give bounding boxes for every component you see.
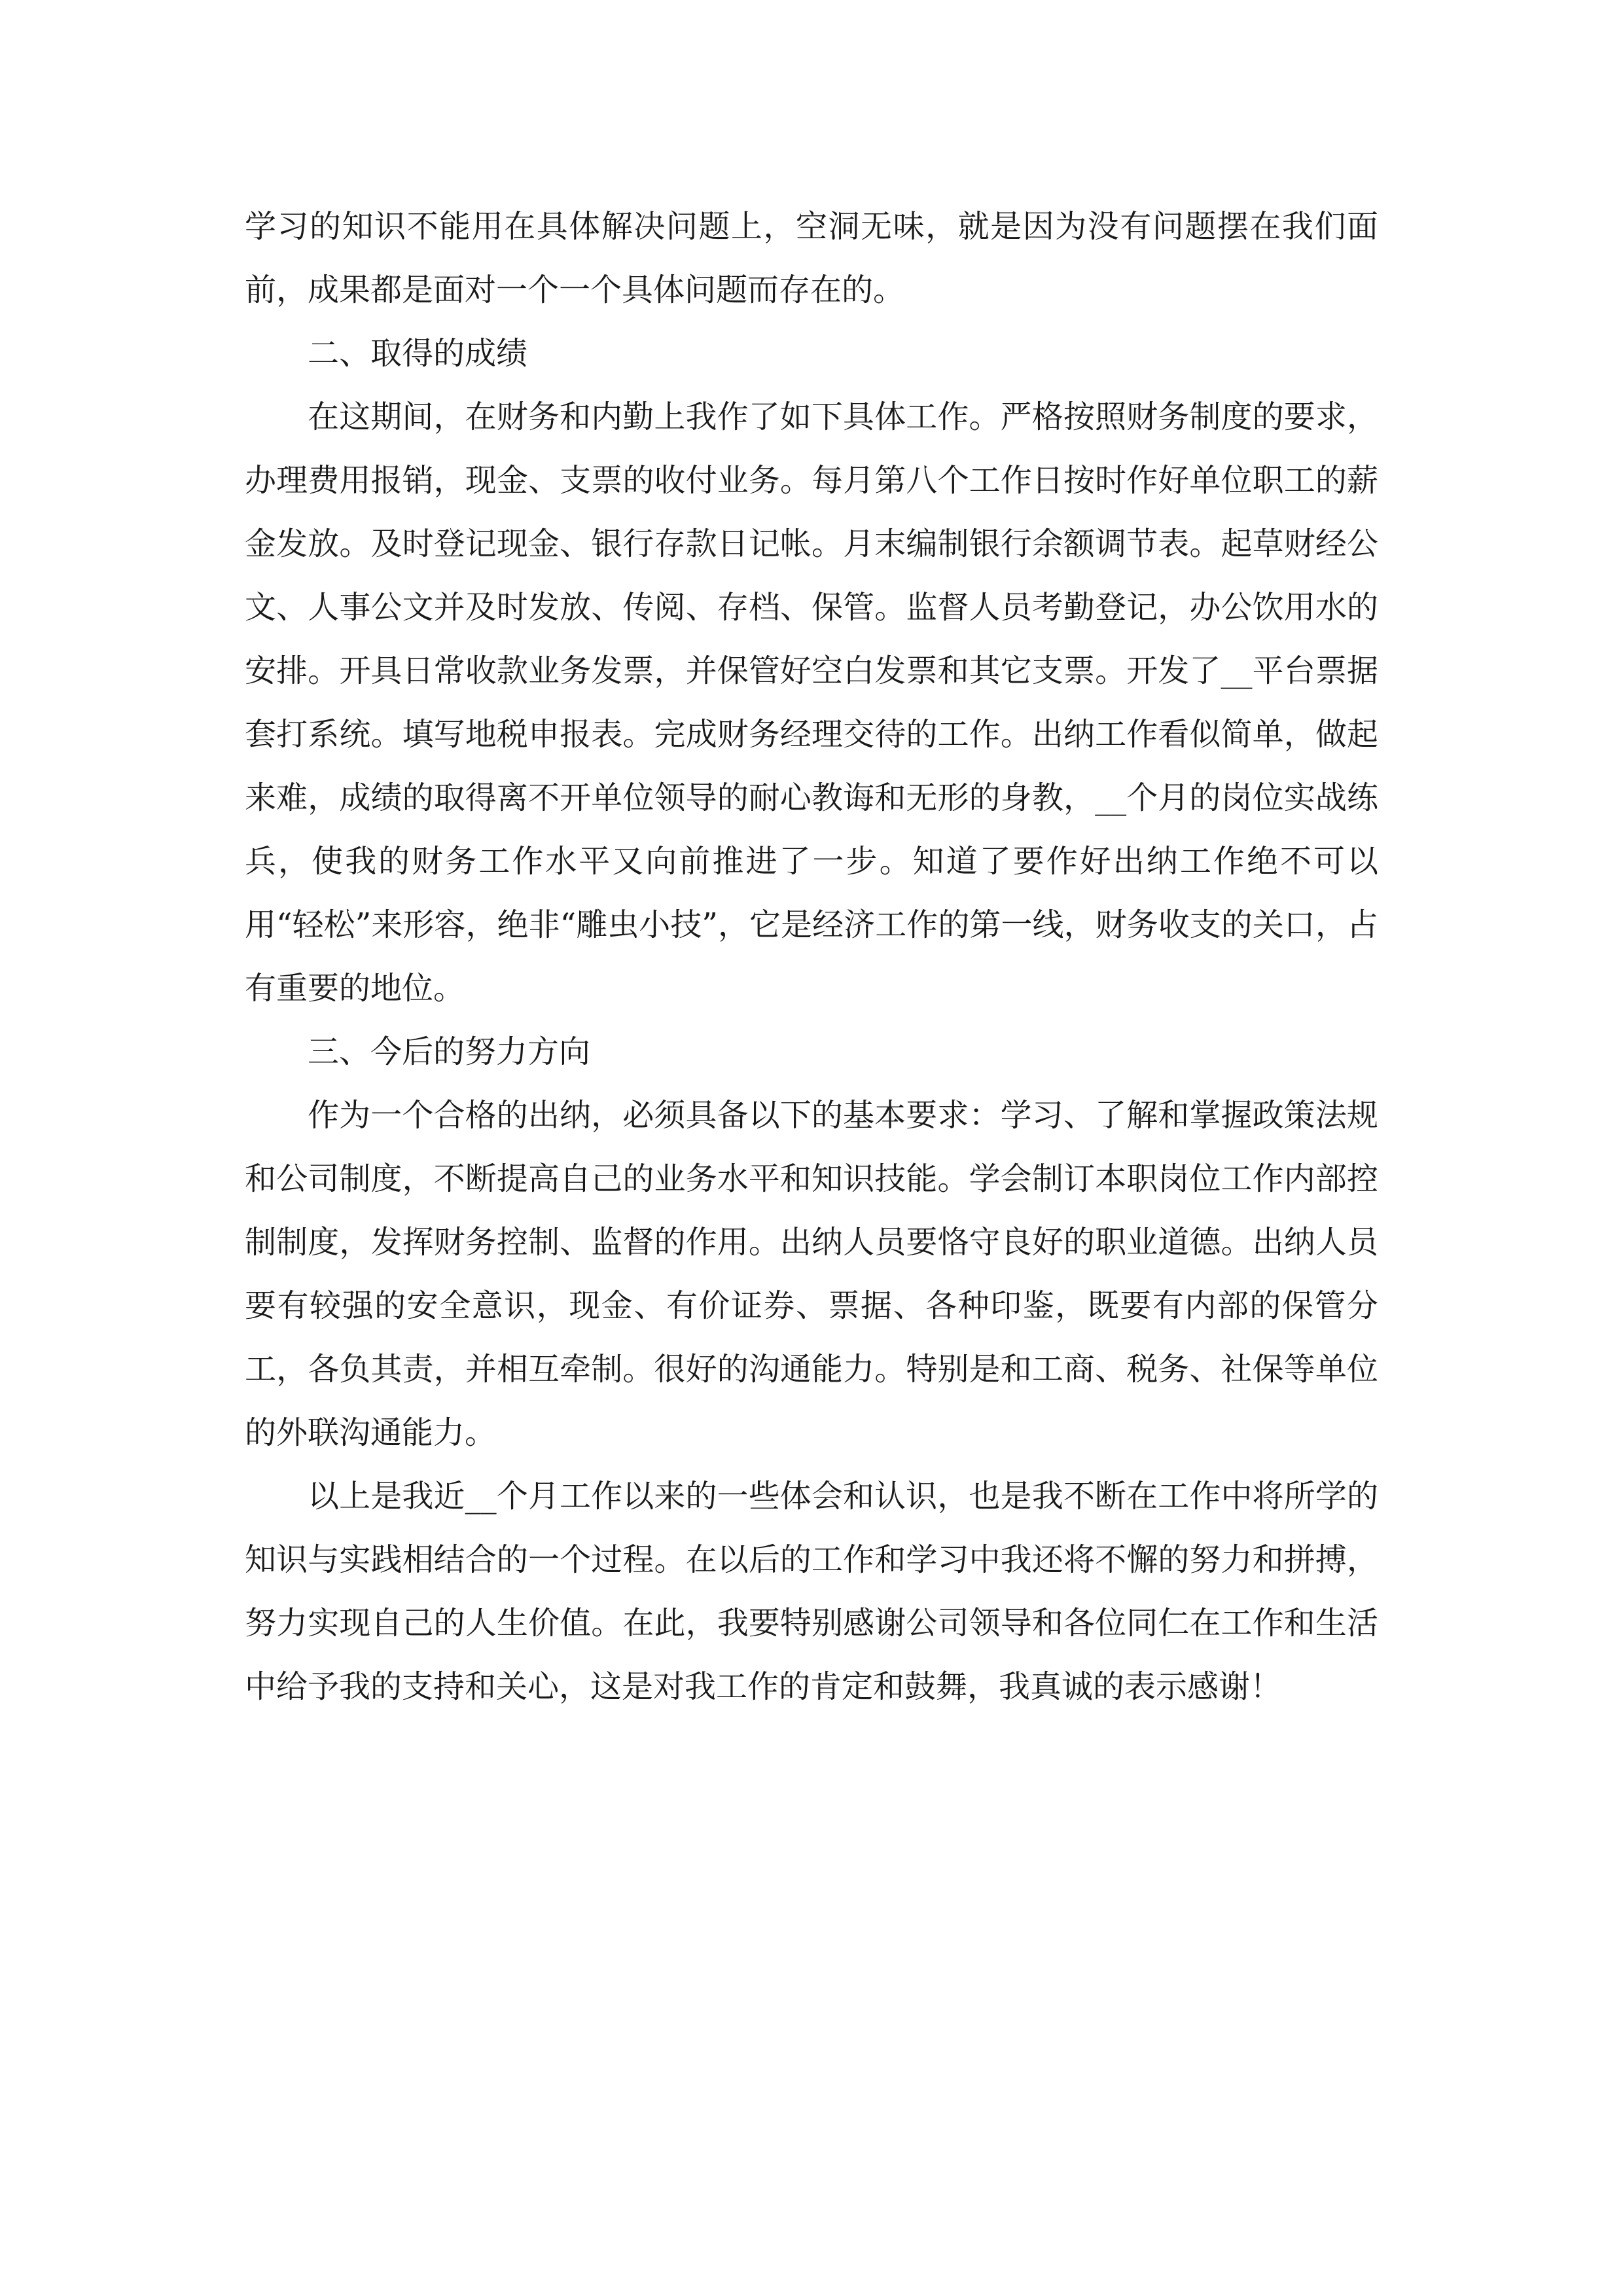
section-heading-achievements: 二、取得的成绩 [308, 335, 528, 372]
paragraph-achievements: 在这期间，在财务和内勤上我作了如下具体工作。严格按照财务制度的要求，办理费用报销，现金、支票的收付业务。每月第八个工作日按时作好单位职工的薪金发放。及时登记现金、银行存款日记帐。月末编制银行余额调节表。起草财经公文、人事公文并及时发放、传阅、存档、保管。监督人员考勤登记，办公饮用水的安排。开具日常收款业务发票，并保管好空白发票和其它支票。开发了__平台票据套打系统。填写地税申报表。完成财务经理交待的工作。出纳工作看似简单，做起来难，成绩的取得离不开单位领导的耐心教诲和无形的身教，__个月的岗位实战练兵，使我的财务工作水平又向前推进了一步。知道了要作好出纳工作绝不可以用“轻松”来形容，绝非“雕虫小技”，它是经济工作的第一线，财务收支的关口，占有重要的地位。 [245, 399, 1378, 1007]
paragraph-requirements: 作为一个合格的出纳，必须具备以下的基本要求：学习、了解和掌握政策法规和公司制度，不断提高自己的业务水平和知识技能。学会制订本职岗位工作内部控制制度，发挥财务控制、监督的作用。出纳人员要恪守良好的职业道德。出纳人员要有较强的安全意识，现金、有价证券、票据、各种印鉴，既要有内部的保管分工，各负其责，并相互牵制。很好的沟通能力。特别是和工商、税务、社保等单位的外联沟通能力。 [245, 1097, 1378, 1451]
section-heading-future-direction: 三、今后的努力方向 [308, 1033, 591, 1070]
paragraph-conclusion: 以上是我近__个月工作以来的一些体会和认识，也是我不断在工作中将所学的知识与实践相结合的一个过程。在以后的工作和学习中我还将不懈的努力和拼搏，努力实现自己的人生价值。在此，我要特别感谢公司领导和各位同仁在工作和生活中给予我的支持和关心，这是对我工作的肯定和鼓舞，我真诚的表示感谢！ [245, 1478, 1378, 1705]
document-body [245, 195, 1378, 1719]
paragraph-continued: 学习的知识不能用在具体解决问题上，空洞无味，就是因为没有问题摆在我们面前，成果都是面对一个一个具体问题而存在的。 [245, 208, 1378, 308]
